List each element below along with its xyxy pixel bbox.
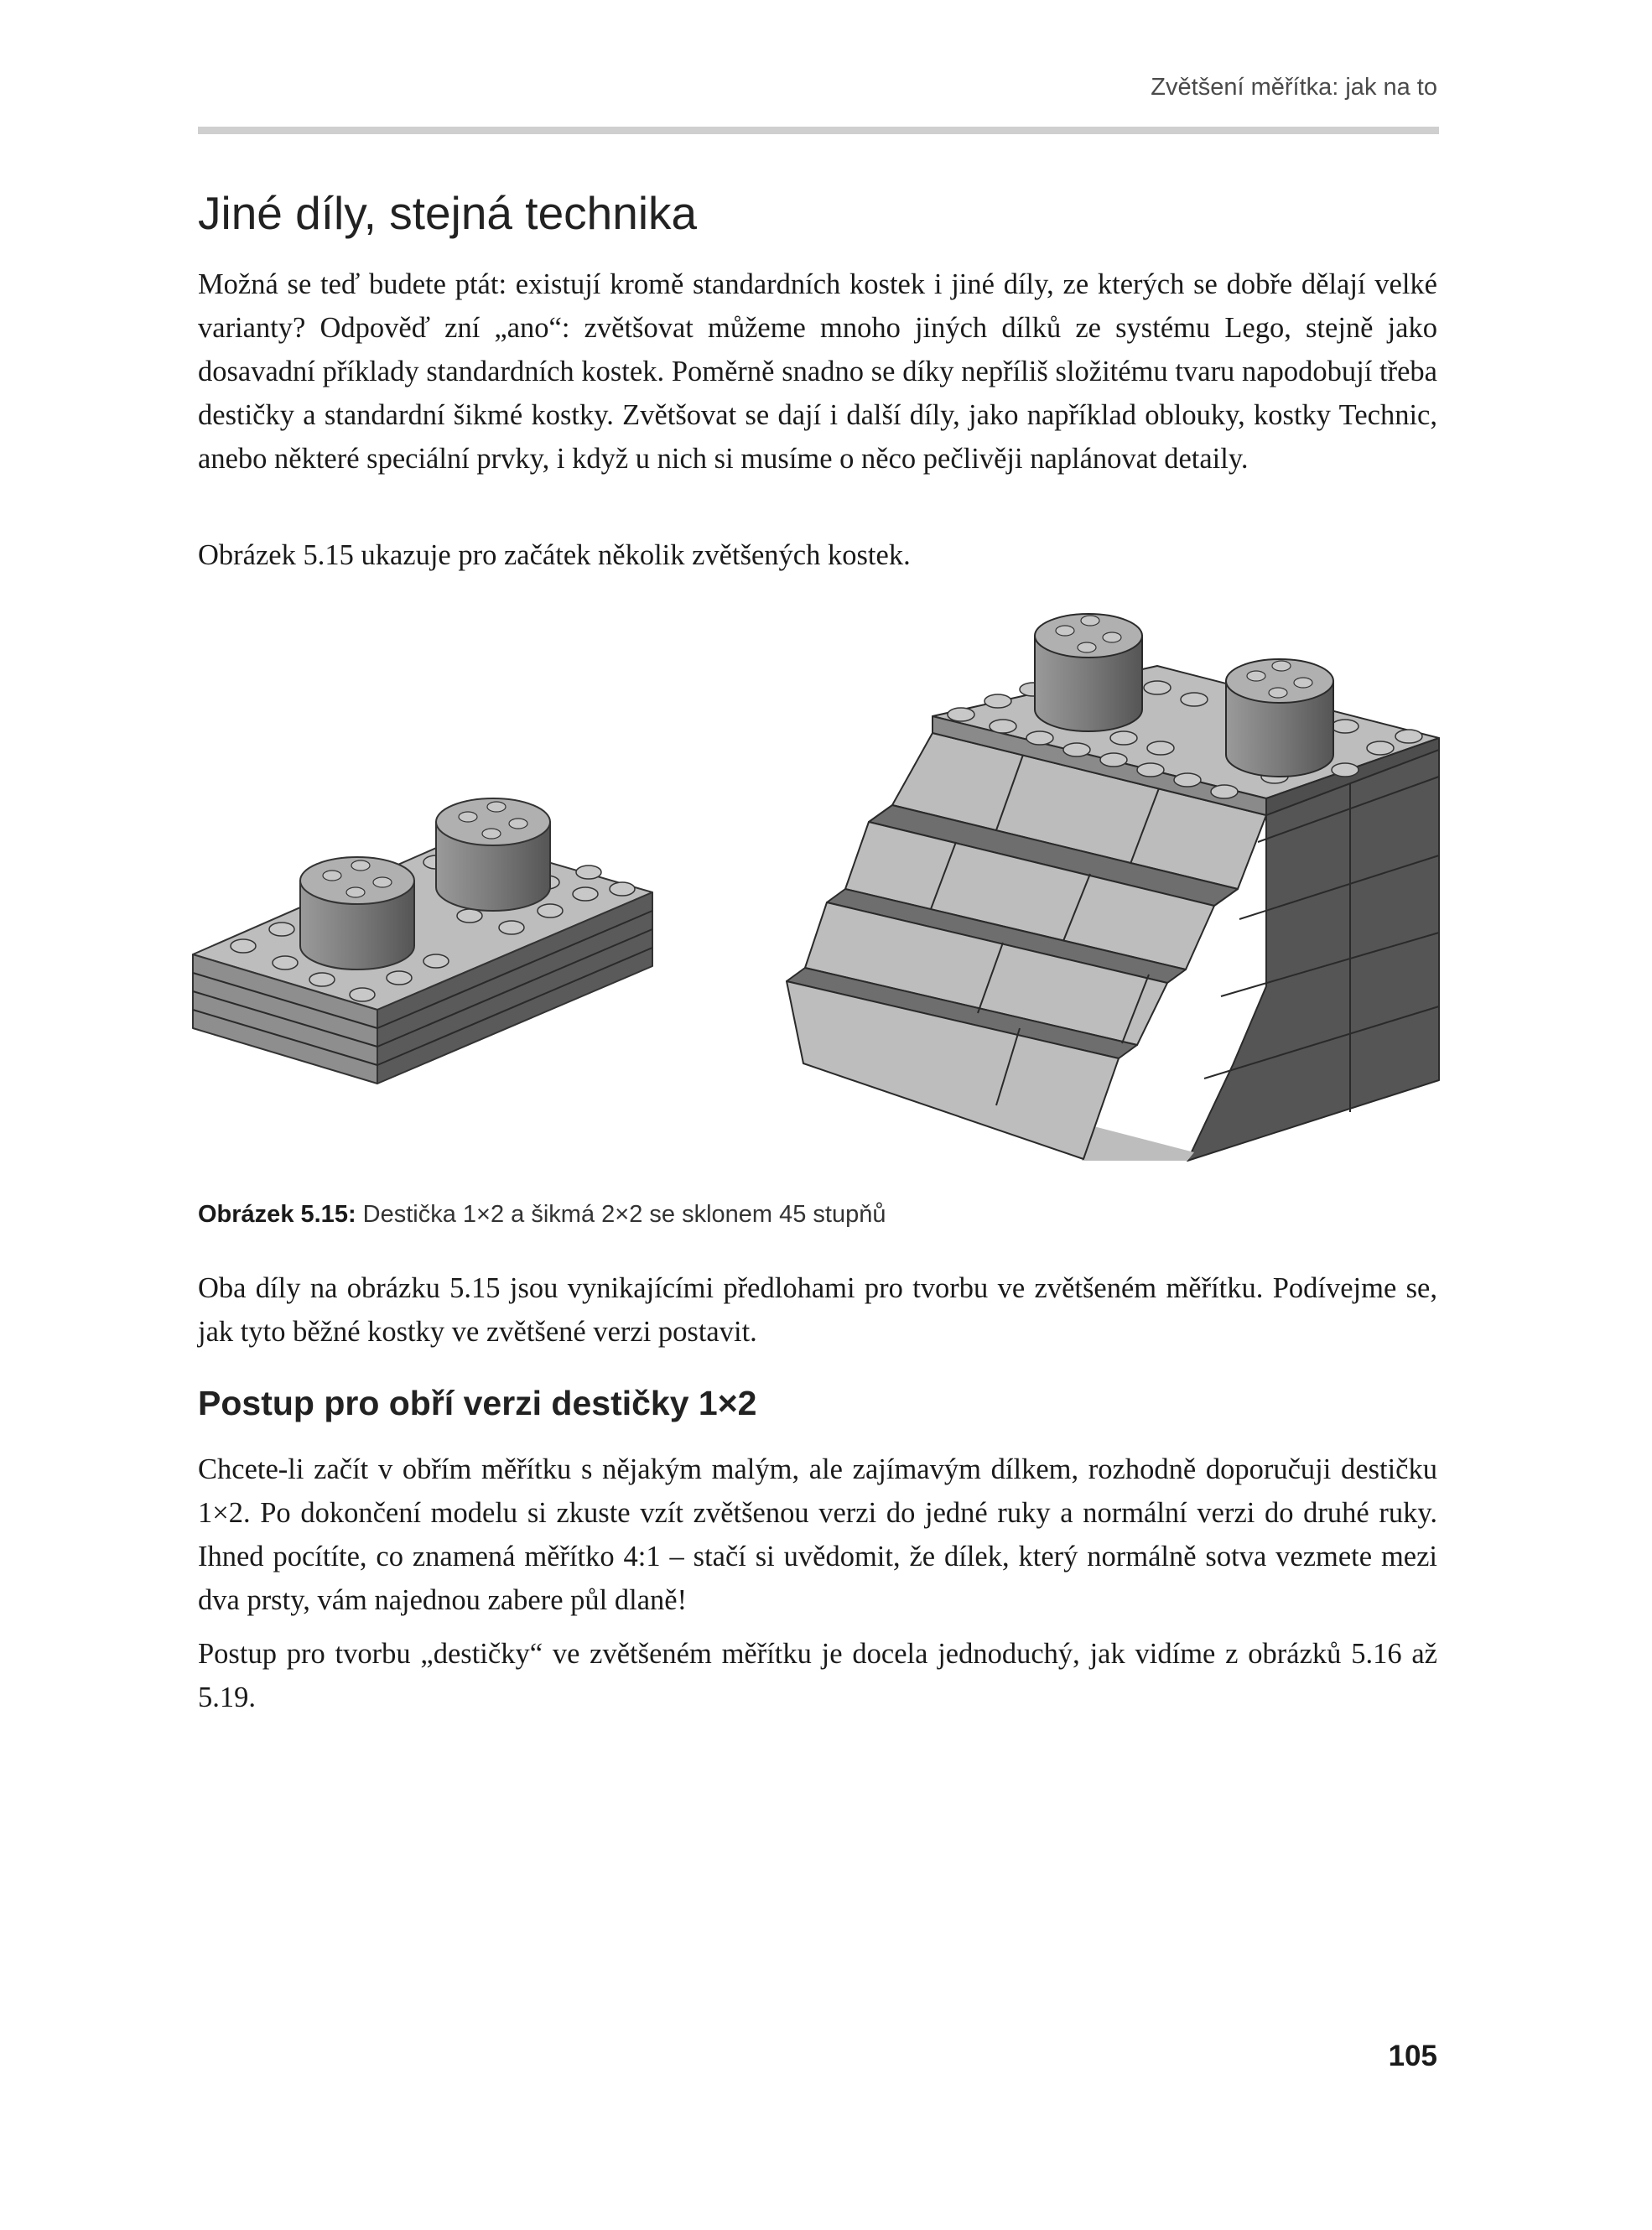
paragraph-plate-intro: Chcete-li začít v obřím měřítku s nějakým malým, ale zajímavým dílkem, rozhodně doporučuji destičku 1×2. Po dokončení modelu si zkuste vzít zvětšenou verzi do jedné ruky a normální verzi do druhé ruky. Ihned pocítíte, co znamená měřítko 4:1 – stačí si uvědomit, že dílek, který normálně sotva vezmete mezi dva prsty, vám najednou zabere půl dlaně! [198,1453,1437,1616]
figure-caption-label: Obrázek 5.15: [198,1201,356,1228]
running-head: Zvětšení měřítka: jak na to [1151,74,1437,101]
figure-caption-text: Destička 1×2 a šikmá 2×2 se sklonem 45 stupňů [356,1201,886,1228]
subsection-title: Postup pro obří verzi destičky 1×2 [198,1384,757,1422]
paragraph-intro: Možná se teď budete ptát: existují kromě standardních kostek i jiné díly, ze kterých se dobře dělají velké varianty? Odpověď zní „ano“: zvětšovat můžeme mnoho jiných dílků ze systému Lego, stejně jako dosavadní příklady standardních kostek. Poměrně snadno se díky nepříliš složitému tvaru napodobují třeba destičky a standardní šikmé kostky. Zvětšovat se dají i další díly, jako například oblouky, kostky Technic, anebo některé speciální prvky, i když u nich si musíme o něco pečlivěji naplánovat detaily. [198,268,1437,475]
paragraph-plate-procedure: Postup pro tvorbu „destičky“ ve zvětšeném měřítku je docela jednoduchý, jak vidíme z obrázků 5.16 až 5.19. [198,1638,1437,1713]
plate-model [193,798,652,1084]
paragraph-figure-ref: Obrázek 5.15 ukazuje pro začátek několik zvětšených kostek. [198,539,911,571]
header-rule [198,127,1439,134]
page-number: 105 [1388,2040,1437,2072]
paragraph-figure-discussion: Oba díly na obrázku 5.15 jsou vynikajícími předlohami pro tvorbu ve zvětšeném měřítku. Podívejme se, jak tyto běžné kostky ve zvětšené verzi postavit. [198,1272,1437,1348]
section-title: Jiné díly, stejná technika [198,187,698,239]
slope-model [787,614,1439,1161]
figure-caption [198,1201,886,1229]
